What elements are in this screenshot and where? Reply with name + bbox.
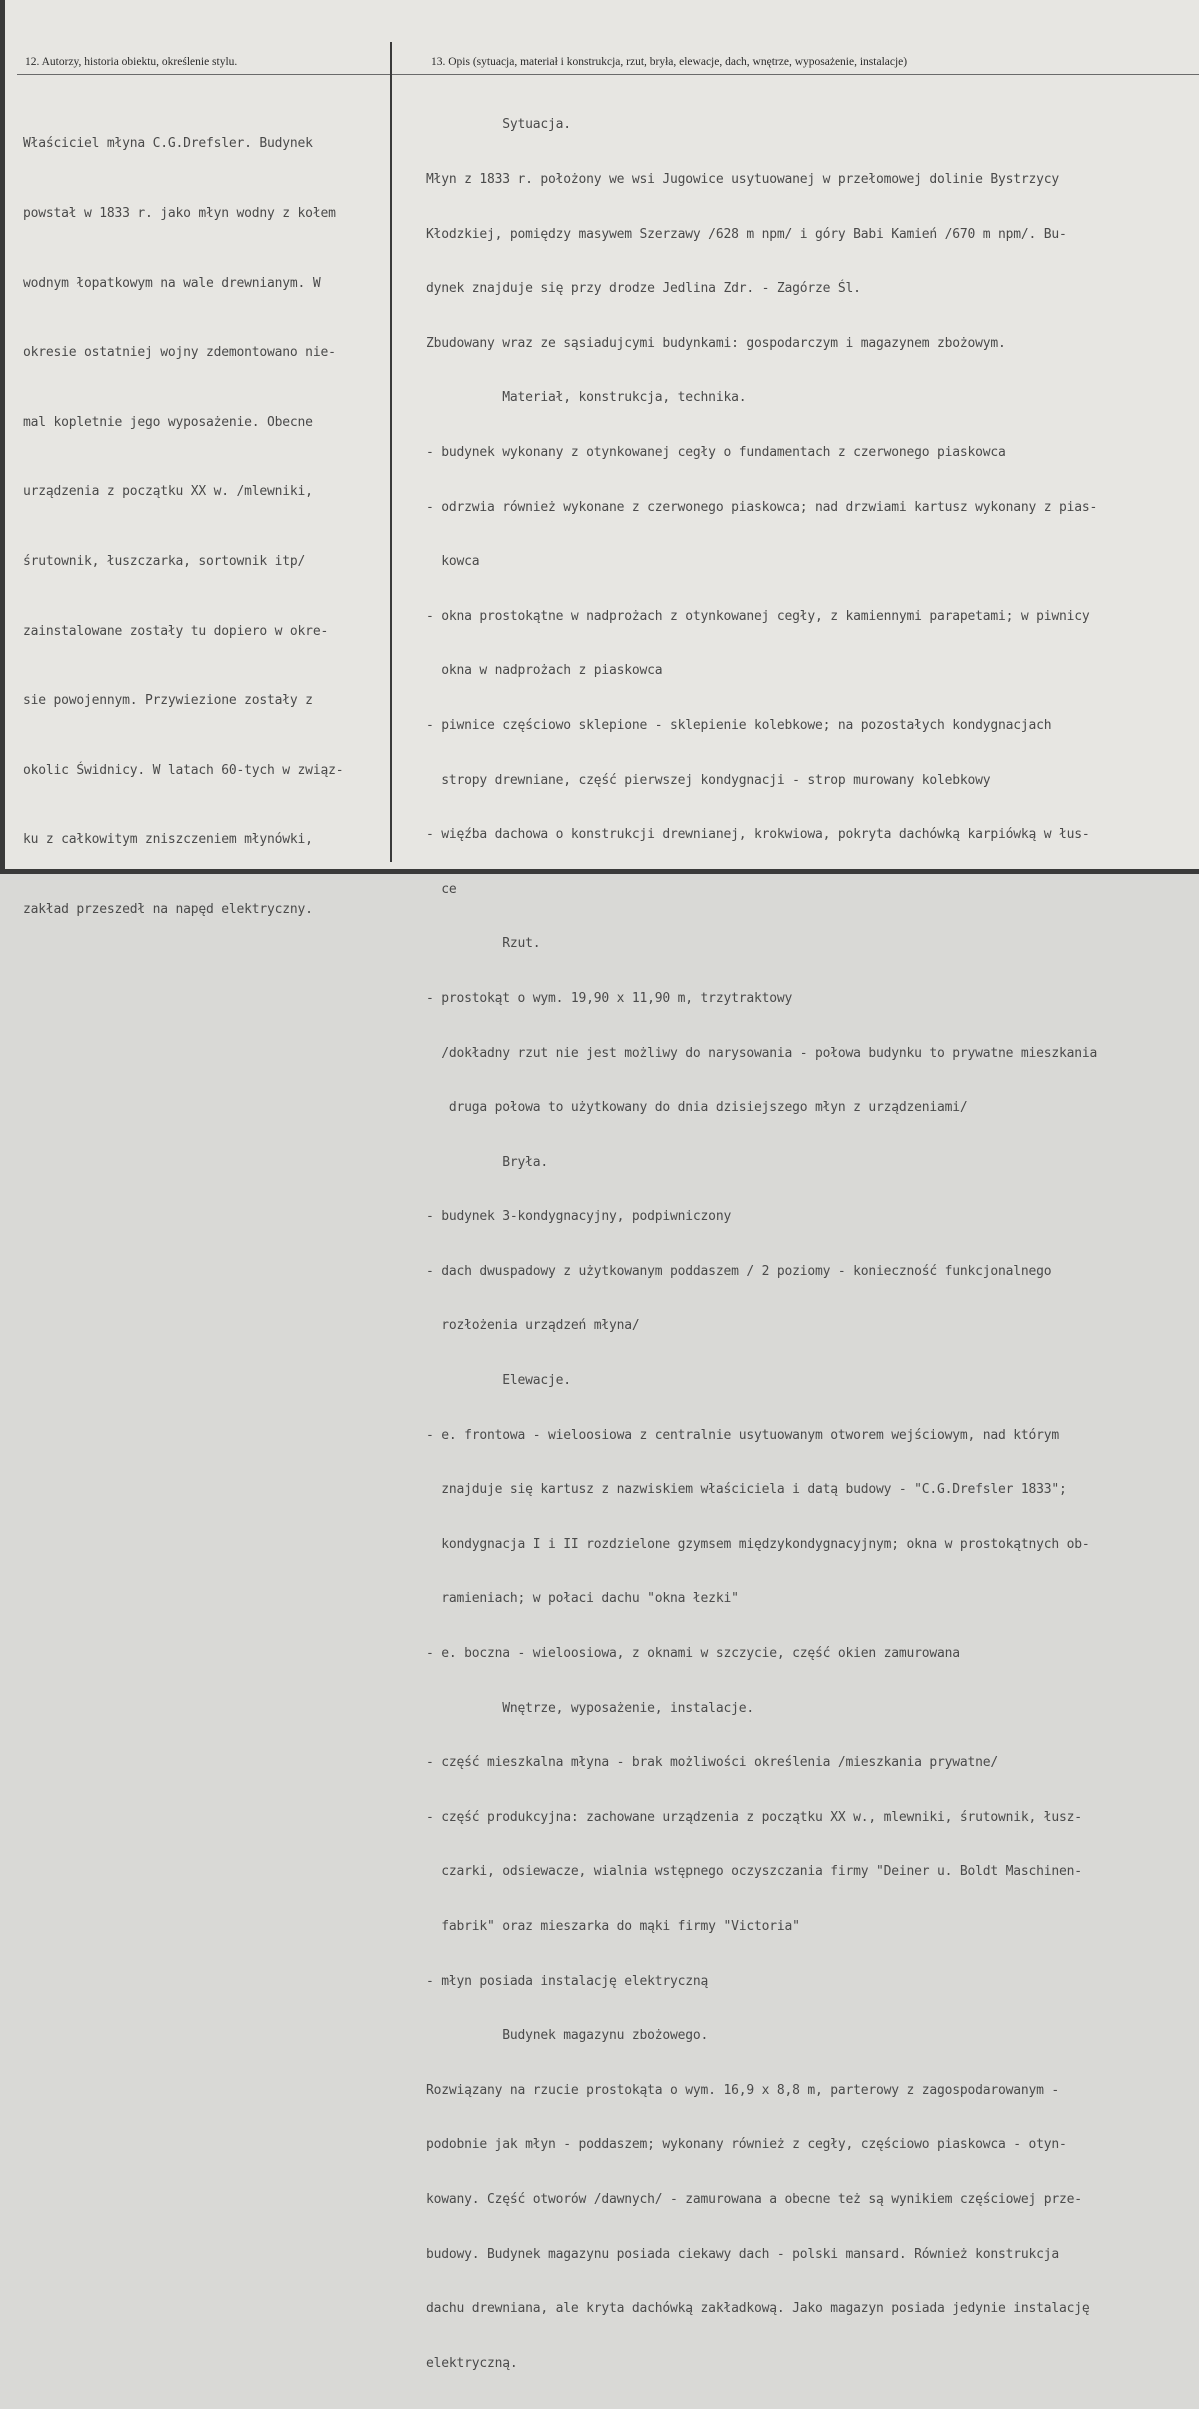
- description-line: Sytuacja.: [426, 117, 571, 133]
- description-line: ramieniach; w połaci dachu "okna łezki": [426, 1591, 739, 1607]
- history-line: powstał w 1833 r. jako młyn wodny z kołem: [23, 206, 336, 221]
- description-line: - więźba dachowa o konstrukcji drewnianej, krokwiowa, pokryta dachówką karpiówką w łus-: [426, 827, 1090, 843]
- description-line: fabrik" oraz mieszarka do mąki firmy "Victoria": [426, 1919, 800, 1934]
- description-line: kowany. Część otworów /dawnych/ - zamurowana a obecne też są wynikiem częściowej prze-: [426, 2191, 1082, 2207]
- description-line: Budynek magazynu zbożowego.: [426, 2028, 709, 2044]
- history-line: zainstalowane zostały tu dopiero w okre-: [23, 623, 329, 639]
- description-line: - odrzwia również wykonane z czerwonego piaskowca; nad drzwiami kartusz wykonany z pias-: [426, 499, 1098, 515]
- history-line: wodnym łopatkowym na wale drewnianym. W: [23, 275, 321, 291]
- column-divider: [390, 42, 392, 862]
- description-line: - część mieszkalna młyna - brak możliwości określenia /mieszkania prywatne/: [426, 1755, 998, 1771]
- description-line: - młyn posiada instalację elektryczną: [426, 1973, 709, 1989]
- history-line: zakład przeszedł na napęd elektryczny.: [23, 901, 313, 917]
- description-text: [426, 80, 1097, 2409]
- description-line: Zbudowany wraz ze sąsiadujcymi budynkami: gospodarczym i magazynem zbożowym.: [426, 335, 1006, 351]
- description-line: /dokładny rzut nie jest możliwy do narysowania - połowa budynku to prywatne mieszkania: [426, 1045, 1098, 1061]
- description-line: Elewacje.: [426, 1373, 571, 1389]
- description-line: - okna prostokątne w nadprożach z otynkowanej cegły, z kamiennymi parapetami; w piwnicy: [426, 608, 1090, 624]
- description-line: - e. frontowa - wieloosiowa z centralnie usytuowanym otworem wejściowym, nad którym: [426, 1427, 1060, 1443]
- description-line: Młyn z 1833 r. położony we wsi Jugowice usytuowanej w przełomowej dolinie Bystrzycy: [426, 172, 1060, 187]
- description-line: znajduje się kartusz z nazwiskiem właściciela i datą budowy - "C.G.Drefsler 1833";: [426, 1482, 1067, 1498]
- history-line: śrutownik, łuszczarka, sortownik itp/: [23, 553, 306, 569]
- description-line: Bryła.: [426, 1154, 549, 1170]
- section-13-header: 13. Opis (sytuacja, materiał i konstrukcja, rzut, bryła, elewacje, dach, wnętrze, wyposażenie, instalacje): [431, 56, 908, 68]
- description-line: Materiał, konstrukcja, technika.: [426, 390, 747, 406]
- description-line: stropy drewniane, część pierwszej kondygnacji - strop murowany kolebkowy: [426, 772, 991, 788]
- description-line: elektryczną.: [426, 2355, 518, 2371]
- description-line: kondygnacja I i II rozdzielone gzymsem międzykondygnacyjnym; okna w prostokątnych ob-: [426, 1536, 1090, 1552]
- description-line: czarki, odsiewacze, wialnia wstępnego oczyszczania firmy "Deiner u. Boldt Maschinen-: [426, 1864, 1082, 1880]
- description-line: - budynek wykonany z otynkowanej cegły o fundamentach z czerwonego piaskowca: [426, 444, 1006, 460]
- section-12-header: 12. Autorzy, historia obiektu, określenie stylu.: [25, 56, 238, 68]
- description-line: ce: [426, 881, 457, 897]
- description-line: - część produkcyjna: zachowane urządzenia z początku XX w., mlewniki, śrutownik, łusz-: [426, 1809, 1082, 1825]
- header-divider: [17, 74, 1199, 75]
- description-line: - prostokąt o wym. 19,90 x 11,90 m, trzytraktowy: [426, 990, 793, 1006]
- description-line: okna w nadprożach z piaskowca: [426, 663, 663, 679]
- description-line: druga połowa to użytkowany do dnia dzisiejszego młyn z urządzeniami/: [426, 1100, 968, 1116]
- description-line: Rozwiązany na rzucie prostokąta o wym. 16,9 x 8,8 m, parterowy z zagospodarowanym -: [426, 2082, 1060, 2098]
- history-line: Właściciel młyna C.G.Drefsler. Budynek: [23, 136, 313, 152]
- description-line: Wnętrze, wyposażenie, instalacje.: [426, 1700, 754, 1716]
- history-line: urządzenia z początku XX w. /mlewniki,: [23, 484, 313, 500]
- description-line: - dach dwuspadowy z użytkowanym poddaszem / 2 poziomy - konieczność funkcjonalnego: [426, 1263, 1052, 1279]
- history-line: okresie ostatniej wojny zdemontowano nie-: [23, 345, 336, 361]
- description-line: - e. boczna - wieloosiowa, z oknami w szczycie, część okien zamurowana: [426, 1646, 960, 1662]
- description-line: rozłożenia urządzeń młyna/: [426, 1318, 640, 1334]
- description-line: - piwnice częściowo sklepione - sklepienie kolebkowe; na pozostałych kondygnacjach: [426, 717, 1052, 733]
- description-line: dynek znajduje się przy drodze Jedlina Zdr. - Zagórze Śl.: [426, 281, 861, 297]
- description-line: Kłodzkiej, pomiędzy masywem Szerzawy /628 m npm/ i góry Babi Kamień /670 m npm/. Bu-: [426, 226, 1067, 242]
- description-line: kowca: [426, 554, 480, 570]
- description-line: podobnie jak młyn - poddaszem; wykonany również z cegły, częściowo piaskowca - otyn-: [426, 2137, 1067, 2153]
- history-line: mal kopletnie jego wyposażenie. Obecne: [23, 414, 313, 430]
- description-line: Rzut.: [426, 936, 541, 952]
- history-line: ku z całkowitym zniszczeniem młynówki,: [23, 832, 313, 848]
- history-line: okolic Świdnicy. W latach 60-tych w związ-: [23, 762, 344, 778]
- description-line: dachu drewniana, ale kryta dachówką zakładkową. Jako magazyn posiada jedynie instalację: [426, 2301, 1090, 2317]
- description-line: budowy. Budynek magazynu posiada ciekawy dach - polski mansard. Również konstrukcja: [426, 2246, 1060, 2262]
- history-line: sie powojennym. Przywiezione zostały z: [23, 693, 313, 709]
- description-line: - budynek 3-kondygnacyjny, podpiwniczony: [426, 1209, 732, 1225]
- history-text: [23, 86, 343, 968]
